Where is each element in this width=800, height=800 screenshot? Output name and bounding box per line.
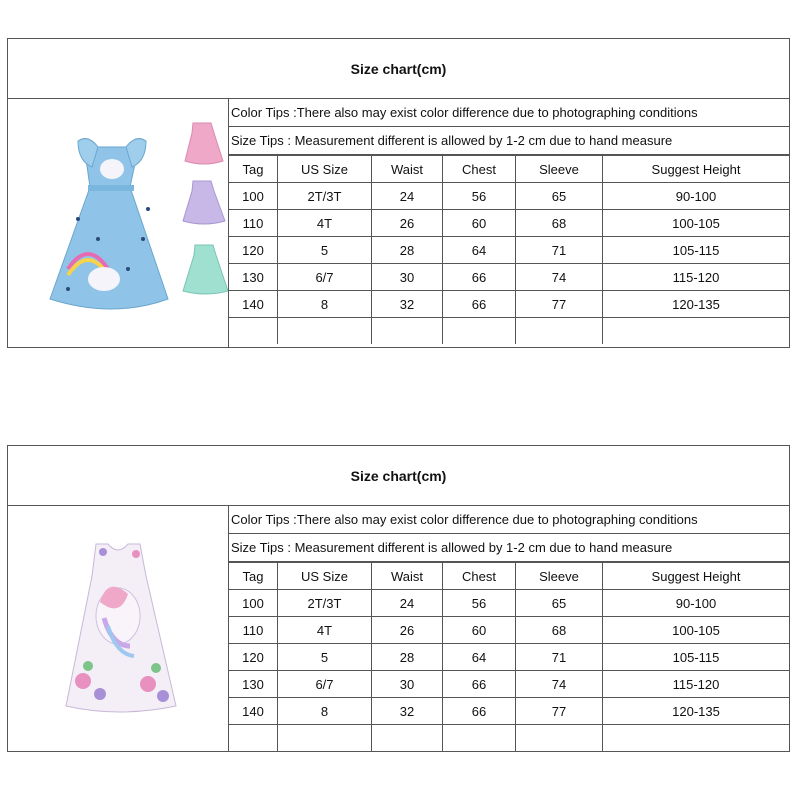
dress-illustration: [8, 506, 228, 753]
header-row: [229, 156, 789, 183]
size-table: [229, 155, 789, 344]
cell: 110: [229, 617, 278, 644]
chart-title: Size chart(cm): [8, 39, 789, 99]
cell: 4T: [278, 210, 372, 237]
color-tip: Color Tips :There also may exist color difference due to photographing conditions: [229, 506, 789, 534]
cell: 28: [372, 237, 443, 264]
cell: [516, 725, 603, 752]
table-row: [229, 617, 789, 644]
header-row: [229, 563, 789, 590]
cell: 71: [516, 644, 603, 671]
cell: [516, 318, 603, 345]
cell: [372, 725, 443, 752]
cell: 100: [229, 590, 278, 617]
cell: 120-135: [603, 291, 790, 318]
cell: 30: [372, 671, 443, 698]
cell: 66: [443, 264, 516, 291]
header-sleeve: Sleeve: [516, 156, 603, 183]
cell: 28: [372, 644, 443, 671]
product-photo-sleeveless-dress: [8, 506, 229, 751]
cell: 32: [372, 291, 443, 318]
cell: 2T/3T: [278, 590, 372, 617]
chart-title: Size chart(cm): [8, 446, 789, 506]
cell: 130: [229, 671, 278, 698]
cell: 130: [229, 264, 278, 291]
empty-row: [229, 725, 789, 752]
size-tip: Size Tips : Measurement different is allowed by 1-2 cm due to hand measure: [229, 534, 789, 562]
cell: 5: [278, 644, 372, 671]
cell: 68: [516, 210, 603, 237]
cell: 77: [516, 291, 603, 318]
header-sleeve: Sleeve: [516, 563, 603, 590]
header-us-size: US Size: [278, 156, 372, 183]
cell: [229, 318, 278, 345]
cell: 140: [229, 291, 278, 318]
cell: 60: [443, 210, 516, 237]
header-tag: Tag: [229, 563, 278, 590]
cell: 8: [278, 291, 372, 318]
cell: 65: [516, 590, 603, 617]
cell: [372, 318, 443, 345]
cell: 90-100: [603, 183, 790, 210]
cell: 5: [278, 237, 372, 264]
cell: 74: [516, 671, 603, 698]
cell: 120-135: [603, 698, 790, 725]
table-row: [229, 698, 789, 725]
cell: 24: [372, 183, 443, 210]
header-chest: Chest: [443, 563, 516, 590]
size-tip: Size Tips : Measurement different is allowed by 1-2 cm due to hand measure: [229, 127, 789, 155]
cell: 30: [372, 264, 443, 291]
cell: [603, 318, 790, 345]
color-tip: Color Tips :There also may exist color difference due to photographing conditions: [229, 99, 789, 127]
cell: 120: [229, 644, 278, 671]
cell: 71: [516, 237, 603, 264]
cell: [443, 318, 516, 345]
cell: 56: [443, 183, 516, 210]
table-row: [229, 644, 789, 671]
cell: 140: [229, 698, 278, 725]
cell: 120: [229, 237, 278, 264]
header-suggest-height: Suggest Height: [603, 563, 790, 590]
cell: 68: [516, 617, 603, 644]
cell: 66: [443, 291, 516, 318]
header-suggest-height: Suggest Height: [603, 156, 790, 183]
product-photo-ruffle-dresses: [8, 99, 229, 347]
table-row: [229, 291, 789, 318]
cell: 105-115: [603, 237, 790, 264]
cell: 4T: [278, 617, 372, 644]
cell: 100-105: [603, 617, 790, 644]
table-row: [229, 590, 789, 617]
table-row: [229, 183, 789, 210]
cell: 66: [443, 698, 516, 725]
cell: 115-120: [603, 671, 790, 698]
cell: 24: [372, 590, 443, 617]
header-chest: Chest: [443, 156, 516, 183]
cell: 100-105: [603, 210, 790, 237]
table-row: [229, 671, 789, 698]
cell: 32: [372, 698, 443, 725]
cell: 64: [443, 644, 516, 671]
table-row: [229, 237, 789, 264]
cell: 2T/3T: [278, 183, 372, 210]
cell: 115-120: [603, 264, 790, 291]
cell: 6/7: [278, 671, 372, 698]
cell: 60: [443, 617, 516, 644]
table-row: [229, 264, 789, 291]
header-us-size: US Size: [278, 563, 372, 590]
cell: 65: [516, 183, 603, 210]
cell: [603, 725, 790, 752]
cell: 100: [229, 183, 278, 210]
cell: 110: [229, 210, 278, 237]
table-row: [229, 210, 789, 237]
cell: [278, 318, 372, 345]
size-chart-2: [7, 445, 790, 752]
cell: 105-115: [603, 644, 790, 671]
size-table: [229, 562, 789, 751]
cell: 56: [443, 590, 516, 617]
cell: 8: [278, 698, 372, 725]
cell: 26: [372, 617, 443, 644]
empty-row: [229, 318, 789, 345]
cell: 66: [443, 671, 516, 698]
cell: 64: [443, 237, 516, 264]
size-chart-1: [7, 38, 790, 348]
cell: 6/7: [278, 264, 372, 291]
cell: 90-100: [603, 590, 790, 617]
cell: 74: [516, 264, 603, 291]
dress-illustration: [8, 99, 228, 349]
cell: [278, 725, 372, 752]
header-tag: Tag: [229, 156, 278, 183]
cell: [229, 725, 278, 752]
cell: 77: [516, 698, 603, 725]
header-waist: Waist: [372, 156, 443, 183]
cell: [443, 725, 516, 752]
cell: 26: [372, 210, 443, 237]
header-waist: Waist: [372, 563, 443, 590]
